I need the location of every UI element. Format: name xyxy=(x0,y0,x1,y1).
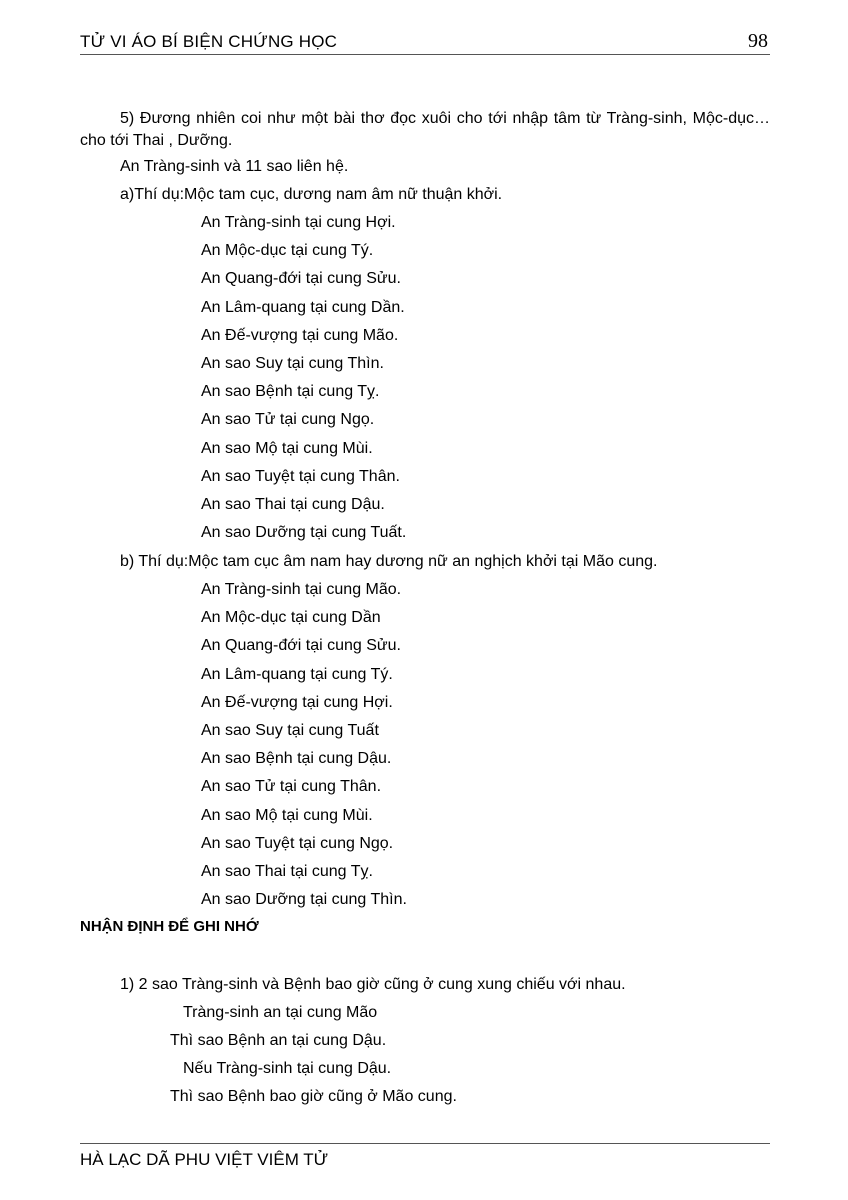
list-item: An Mộc-dục tại cung Dần xyxy=(201,609,381,627)
list-item: An sao Suy tại cung Tuất xyxy=(201,722,379,739)
footer-rule xyxy=(80,1143,770,1144)
header-rule xyxy=(80,54,770,55)
list-item: An sao Mộ tại cung Mùi. xyxy=(201,806,373,824)
example-a-title: a)Thí dụ:Mộc tam cục, dương nam âm nữ thuận khởi. xyxy=(120,186,503,203)
section-heading: NHẬN ĐỊNH ĐỂ GHI NHỚ xyxy=(80,918,259,935)
page-number: 98 xyxy=(748,30,768,52)
list-item: An Đế-vượng tại cung Hợi. xyxy=(201,693,393,711)
example-b-title: b) Thí dụ:Mộc tam cục âm nam hay dương nữ an nghịch khởi tại Mão cung. xyxy=(120,553,658,570)
section-sub-line: Thì sao Bệnh bao giờ cũng ở Mão cung. xyxy=(170,1088,457,1105)
list-item: An Quang-đới tại cung Sửu. xyxy=(201,270,401,288)
list-item: An Mộc-dục tại cung Tý. xyxy=(201,242,374,260)
section-sub-line: Tràng-sinh an tại cung Mão xyxy=(183,1004,378,1021)
section-item-1: 1) 2 sao Tràng-sinh và Bệnh bao giờ cũng ở cung xung chiếu với nhau. xyxy=(120,976,626,993)
list-item: An sao Tuyệt tại cung Thân. xyxy=(201,467,400,485)
paragraph-5: 5) Đương nhiên coi như một bài thơ đọc xuôi cho tới nhập tâm từ Tràng-sinh, Mộc-dục…cho tới Thai , Dưỡng. xyxy=(80,110,770,149)
list-item: An Tràng-sinh tại cung Hợi. xyxy=(201,214,396,231)
list-item: An sao Bệnh tại cung Dậu. xyxy=(201,750,392,768)
list-item: An Lâm-quang tại cung Tý. xyxy=(201,665,393,683)
list-item: An sao Tử tại cung Ngọ. xyxy=(201,411,375,429)
list-item: An sao Mộ tại cung Mùi. xyxy=(201,439,373,457)
section-sub-line: Nếu Tràng-sinh tại cung Dậu. xyxy=(183,1060,392,1077)
list-item: An sao Thai tại cung Dậu. xyxy=(201,496,385,513)
list-item: An Đế-vượng tại cung Mão. xyxy=(201,326,399,344)
list-item: An sao Suy tại cung Thìn. xyxy=(201,355,384,372)
list-item: An sao Dưỡng tại cung Thìn. xyxy=(201,891,407,909)
list-item: An sao Tử tại cung Thân. xyxy=(201,778,382,796)
list-item: An sao Bệnh tại cung Tỵ. xyxy=(201,383,380,401)
running-header-title: TỬ VI ÁO BÍ BIỆN CHỨNG HỌC xyxy=(80,32,338,51)
list-item: An sao Dưỡng tại cung Tuất. xyxy=(201,524,407,542)
running-footer-title: HÀ LẠC DÃ PHU VIỆT VIÊM TỬ xyxy=(80,1150,329,1169)
section-sub-line: Thì sao Bệnh an tại cung Dậu. xyxy=(170,1032,387,1049)
list-item: An sao Tuyệt tại cung Ngọ. xyxy=(201,834,394,852)
list-item: An sao Thai tại cung Tỵ. xyxy=(201,863,373,880)
list-item: An Lâm-quang tại cung Dần. xyxy=(201,298,405,316)
intro-line: An Tràng-sinh và 11 sao liên hệ. xyxy=(120,158,349,175)
list-item: An Quang-đới tại cung Sửu. xyxy=(201,637,401,655)
list-item: An Tràng-sinh tại cung Mão. xyxy=(201,581,402,598)
